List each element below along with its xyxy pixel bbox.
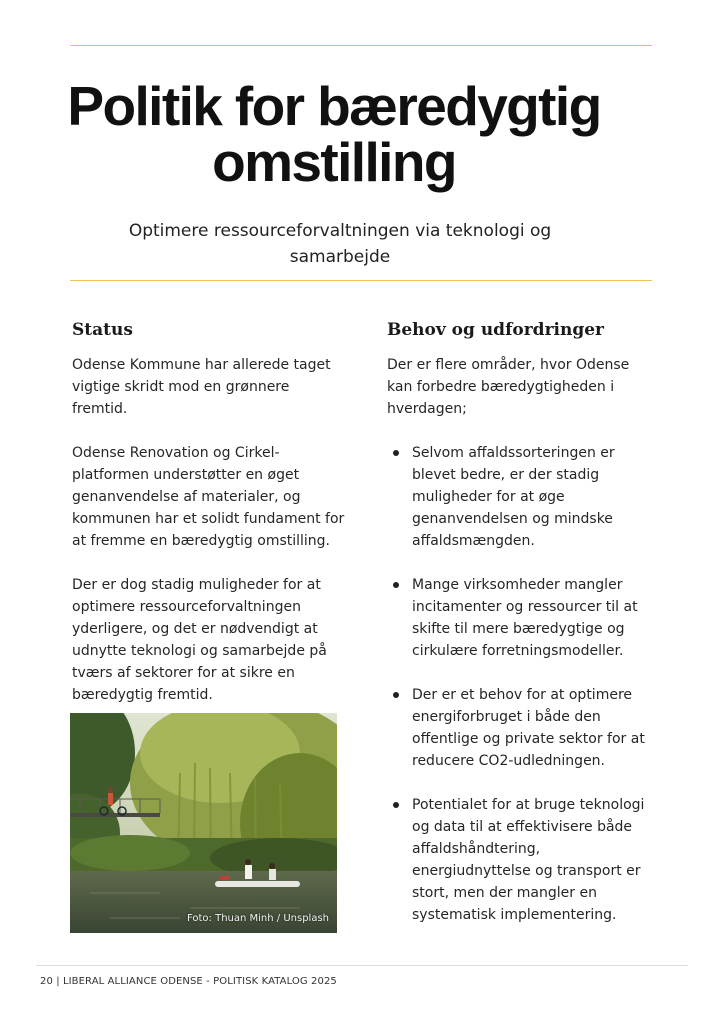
top-divider (70, 45, 652, 46)
footer-divider (36, 965, 688, 966)
page-title-line-2: omstilling (212, 131, 456, 193)
status-paragraph-1: Odense Kommune har allerede taget vigtige skridt mod en grønnere fremtid. (72, 357, 331, 417)
needs-item-text: Potentialet for at bruge teknologi og data til at effektivisere både affaldshåndtering, energiudnyttelse og transport er stort, men der mangler en systematisk implementering. (412, 797, 645, 923)
page-title (36, 75, 632, 193)
status-section (72, 318, 347, 728)
subtitle-divider (70, 280, 652, 281)
river-scene-illustration (70, 713, 337, 933)
needs-section (387, 318, 657, 948)
needs-item-text: Mange virksomheder mangler incitamenter og ressourcer til at skifte til mere bæredygtige og cirkulære forretningsmodeller. (412, 577, 638, 659)
page-footer: 20 | LIBERAL ALLIANCE ODENSE - POLITISK KATALOG 2025 (40, 976, 337, 987)
bullet-icon (393, 802, 399, 808)
needs-item-text: Der er et behov for at optimere energiforbruget i både den offentlige og private sektor for at reducere CO2-udledningen. (412, 687, 645, 769)
status-heading: Status (72, 320, 133, 340)
needs-item-text: Selvom affaldssorteringen er blevet bedre, er der stadig muligheder for at øge genanvendelsen og mindske affaldsmængden. (412, 445, 615, 549)
status-paragraph-3: Der er dog stadig muligheder for at optimere ressourceforvaltningen yderligere, og det er nødvendigt at udnytte teknologi og samarbejde på tværs af sektorer for at sikre en bæredygtig fremtid. (72, 577, 327, 703)
bullet-icon (393, 692, 399, 698)
status-paragraph-2: Odense Renovation og Cirkel-platformen understøtter en øget genanvendelse af materialer, og kommunen har et solidt fundament for at fremme en bæredygtig omstilling. (72, 445, 345, 549)
needs-list-item (387, 574, 657, 662)
needs-intro: Der er flere områder, hvor Odense kan forbedre bæredygtigheden i hverdagen; (387, 357, 630, 417)
needs-list-item (387, 684, 657, 772)
bullet-icon (393, 450, 399, 456)
page-title-line-1: Politik for bæredygtig (67, 75, 601, 137)
photo-credit: Foto: Thuan Minh / Unsplash (186, 913, 329, 924)
needs-list-item (387, 794, 657, 926)
needs-heading: Behov og udfordringer (387, 320, 604, 340)
needs-list-item (387, 442, 657, 552)
river-photo (70, 713, 337, 933)
needs-list (387, 442, 657, 926)
bullet-icon (393, 582, 399, 588)
page-subtitle: Optimere ressourceforvaltningen via teknologi og samarbejde (128, 221, 552, 267)
